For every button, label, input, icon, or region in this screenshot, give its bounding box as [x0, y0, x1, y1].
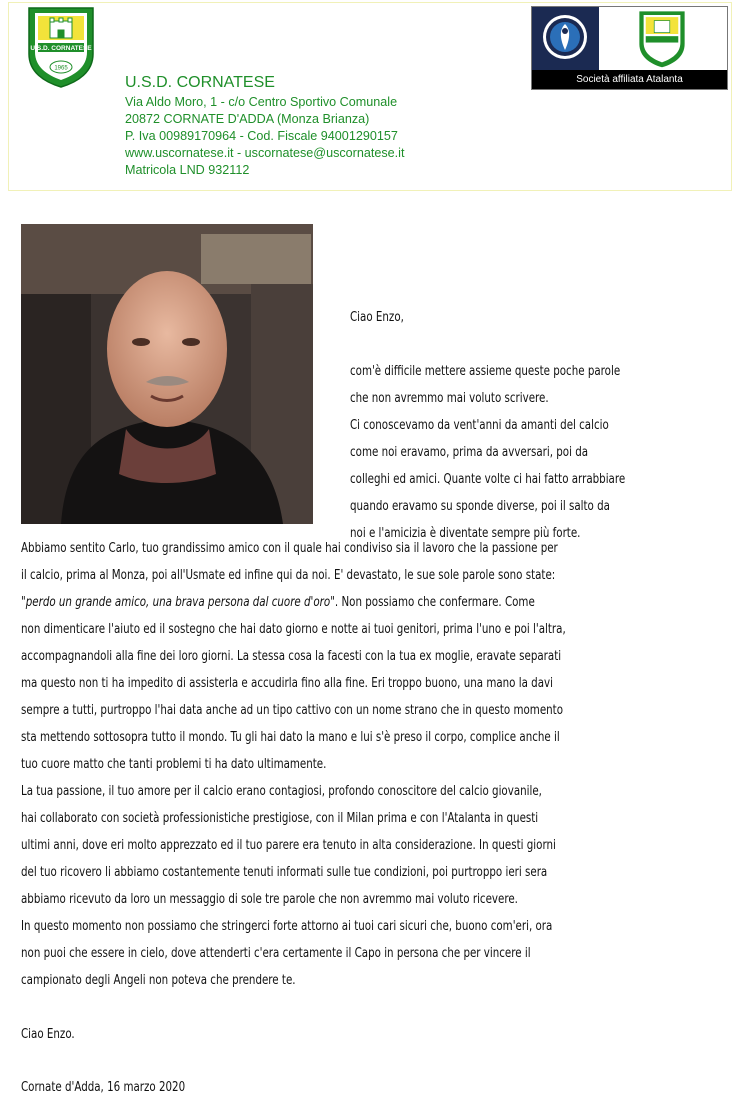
body-line: campionato degli Angeli non poteva che prendere te. — [21, 973, 296, 988]
affiliation-caption: Società affiliata Atalanta — [532, 70, 727, 89]
quote-text: "perdo un grande amico, una brava persona dal cuore d'oro" — [21, 595, 335, 610]
atalanta-logo — [532, 7, 599, 70]
affiliation-badge — [531, 6, 728, 90]
registration-line: Matricola LND 932112 — [125, 163, 250, 177]
body-line: ma questo non ti ha impedito di assisterla e accudirla fino alla fine. Eri troppo buono, una mano la davi — [21, 676, 553, 691]
body-line: non puoi che essere in cielo, dove attenderti c'era certamente il Capo in persona che per vincere il — [21, 946, 531, 961]
blank-line — [350, 331, 625, 358]
closing-block — [21, 1021, 75, 1048]
letterhead — [8, 2, 732, 191]
body-line: accompagnandoli alla fine dei loro giorni. La stessa cosa la facesti con la tua ex moglie, eravate separati — [21, 649, 562, 664]
column-line: quando eravamo su sponde diverse, poi il salto da — [350, 499, 610, 514]
column-line: che non avremmo mai voluto scrivere. — [350, 391, 549, 406]
body-line: abbiamo ricevuto da loro un messaggio di sole tre parole che non avremmo mai voluto ricevere. — [21, 892, 518, 907]
column-line: colleghi ed amici. Quante volte ci hai fatto arrabbiare — [350, 472, 626, 487]
club-name: U.S.D. CORNATESE — [125, 74, 275, 91]
place-date: Cornate d'Adda, 16 marzo 2020 — [21, 1080, 186, 1095]
body-line: il calcio, prima al Monza, poi all'Usmate ed infine qui da noi. E' devastato, le sue sole parole sono state: — [21, 568, 556, 583]
body-line-with-quote — [21, 589, 566, 616]
body-line: ultimi anni, dove eri molto apprezzato ed il tuo parere era tenuto in alta considerazione. In questi giorni — [21, 838, 556, 853]
crest-name-text: U.S.D. CORNATESE — [30, 45, 92, 52]
body-line: La tua passione, il tuo amore per il calcio erano contagiosi, profondo conoscitore del calcio giovanile, — [21, 784, 542, 799]
body-line: tuo cuore matto che tanti problemi ti ha dato ultimamente. — [21, 757, 327, 772]
body-line: sta mettendo sottosopra tutto il mondo. Tu gli hai dato la mano e lui s'è preso il corpo, complice anche il — [21, 730, 560, 745]
letter-intro-column — [350, 304, 625, 547]
small-club-crest — [636, 10, 688, 68]
body-line: Abbiamo sentito Carlo, tuo grandissimo amico con il quale hai condiviso sia il lavoro che la passione per — [21, 541, 558, 556]
address-line: Via Aldo Moro, 1 - c/o Centro Sportivo Comunale — [125, 95, 398, 109]
body-line-rest: . Non possiamo che confermare. Come — [334, 595, 535, 610]
club-contact-block — [125, 73, 404, 179]
closing-salutation: Ciao Enzo. — [21, 1027, 75, 1042]
city-line: 20872 CORNATE D'ADDA (Monza Brianza) — [125, 112, 370, 126]
column-line: Ci conoscevamo da vent'anni da amanti del calcio — [350, 418, 609, 433]
body-line: In questo momento non possiamo che stringerci forte attorno ai tuoi cari sicuri che, buono com'eri, ora — [21, 919, 553, 934]
place-date-block — [21, 1074, 185, 1101]
greeting: Ciao Enzo, — [350, 310, 404, 325]
web-email-line[interactable]: www.uscornatese.it - uscornatese@uscornatese.it — [125, 146, 405, 160]
tax-line: P. Iva 00989170964 - Cod. Fiscale 94001290157 — [125, 129, 398, 143]
column-line: noi e l'amicizia è diventate sempre più forte. — [350, 526, 581, 541]
column-line: come noi eravamo, prima da avversari, poi da — [350, 445, 589, 460]
body-line: sempre a tutti, purtroppo l'hai data anche ad un tipo cattivo con un nome strano che in questo momento — [21, 703, 564, 718]
body-line: del tuo ricovero li abbiamo costantemente tenuti informati sulle tue condizioni, poi purtroppo ieri sera — [21, 865, 548, 880]
crest-year-text: 1965 — [54, 65, 68, 72]
body-line: hai collaborato con società professionistiche prestigiose, con il Milan prima e con l'Atalanta in questi — [21, 811, 539, 826]
portrait-photo — [21, 224, 313, 524]
column-line: com'è difficile mettere assieme queste poche parole — [350, 364, 621, 379]
body-line: non dimenticare l'aiuto ed il sostegno che hai dato giorno e notte ai tuoi genitori, prima l'uno e poi l'altra, — [21, 622, 566, 637]
atalanta-panel — [532, 7, 599, 70]
letter-body — [21, 535, 566, 994]
club-crest-logo — [26, 6, 96, 88]
